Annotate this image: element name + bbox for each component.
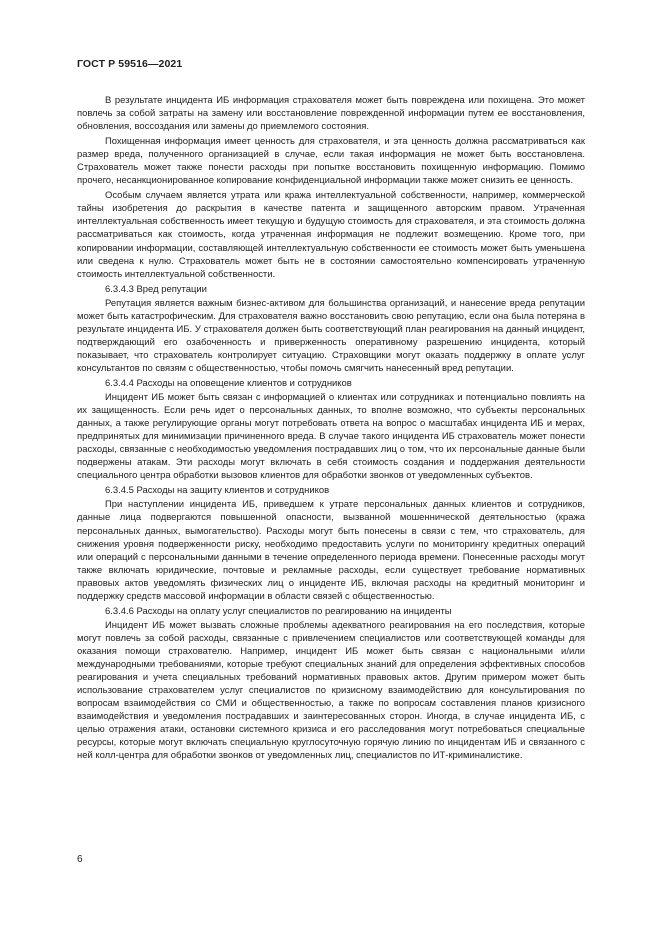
section-heading: 6.3.4.6 Расходы на оплату услуг специалистов по реагированию на инциденты <box>105 605 452 617</box>
paragraph: Инцидент ИБ может вызвать сложные проблемы адекватного реагирования на его последствия, которые могут повлечь за собой расходы, связанные с привлечением специалистов или соответствующей команды для оказания помощи страхователю. Например, инцидент ИБ может быть связан с национальными и/или международными требованиями, которые требуют специальных знаний для определения эффективных способов реагирования и учета специальных требований нормативных правовых актов. Другим примером может быть использование страхователем услуг специалистов по кризисному взаимодействию для консультирования по вопросам взаимодействия со СМИ и общественностью, а также по вопросам составления планов кризисного взаимодействия и уведомления пострадавших и заинтересованных сторон. Иногда, в случае инцидента ИБ, с целью отражения атаки, остановки системного кризиса и его расследования могут потребоваться специальные ресурсы, которые могут включать специальную круглосуточную горячую линию по инцидентам ИБ и связанного с ней колл-центра для обработки звонков от уведомленных лиц, специалистов по ИТ-криминалистике. <box>77 619 585 762</box>
section-heading: 6.3.4.3 Вред репутации <box>105 283 207 295</box>
section-heading: 6.3.4.4 Расходы на оповещение клиентов и сотрудников <box>105 377 352 389</box>
paragraph: Репутация является важным бизнес-активом для большинства организаций, и нанесение вреда репутации может быть катастрофическим. Для страхователя важно восстановить свою репутацию, если она была потеряна в результате инцидента ИБ. У страхователя должен быть соответствующий план реагирования на данный инцидент, подтверждающий его озабоченность и приверженность оперативному разрешению инцидента, который показывает, что страхователь контролирует ситуацию. Страховщики могут оказать поддержку в оплате услуг консультантов по связям с общественностью, чтобы помочь смягчить нанесенный вред репутации. <box>77 297 585 374</box>
paragraph: В результате инцидента ИБ информация страхователя может быть повреждена или похищена. Это может повлечь за собой затраты на замену или восстановление поврежденной информации путем ее восстановления, обновления, воссоздания или замены до приемлемого состояния. <box>77 95 585 133</box>
section-heading: 6.3.4.5 Расходы на защиту клиентов и сотрудников <box>105 485 330 497</box>
page-number: 6 <box>77 854 83 865</box>
paragraph: Особым случаем является утрата или кража интеллектуальной собственности, например, коммерческой тайны изобретения до раскрытия в качестве патента и защищенного авторским правом. Утраченная интеллектуальная собственность имеет текущую и будущую стоимость для страхователя, и эта стоимость должна рассматриваться как стоимость, когда утраченная информация не подлежит возмещению. Кроме того, при копировании информации, составляющей интеллектуальную собственности ее стоимость может быть уменьшена или сведена к нулю. Страхователь может быть не в состоянии самостоятельно компенсировать утраченную стоимость интеллектуальной собственности. <box>77 190 585 280</box>
paragraph: Похищенная информация имеет ценность для страхователя, и эта ценность должна рассматриваться как размер вреда, полученного организацией в случае, если такая информация не может быть восстановлена. Страхователь может также понести расходы при попытке восстановить похищенную информацию. Помимо прочего, несанкционированное копирование конфиденциальной информации также может снизить ее ценность. <box>77 136 585 187</box>
document-body <box>77 94 585 764</box>
paragraph: Инцидент ИБ может быть связан с информацией о клиентах или сотрудниках и потенциально повлиять на их защищенность. Если речь идет о персональных данных, то вполне возможно, что субъекты персональных данных, а также регулирующие органы могут потребовать ответа на вопрос о масштабах инцидента ИБ и мерах, предпринятых для минимизации причиненного вреда. В случае такого инцидента ИБ страхователь может понести расходы, связанные с необходимостью уведомления пострадавших лиц о том, что их персональные данные были подвержены атакам. Эти расходы могут включать в себя стоимость создания и поддержания деятельности специального центра обработки вызовов клиентов для обработки звонков от уведомленных субъектов. <box>77 392 585 482</box>
paragraph: При наступлении инцидента ИБ, приведшем к утрате персональных данных клиентов и сотрудников, данные лица подвергаются повышенной опасности, вызванной мошеннической деятельностью (кража персональных данных, вымогательство). Расходы могут быть понесены в связи с тем, что страхователь, для снижения уровня подверженности риску, необходимо предоставить услуги по мониторингу кредитных операций или операций с персональными данными в течение определенного периода времени. Понесенные расходы могут также включать юридические, почтовые и рекламные расходы, если существует требование нормативных правовых актов уведомлять физических лиц о инциденте ИБ, включая расходы на кредитный мониторинг и поддержку средств массовой информации в области связей с общественностью. <box>77 499 585 602</box>
document-header: ГОСТ Р 59516—2021 <box>77 58 183 70</box>
